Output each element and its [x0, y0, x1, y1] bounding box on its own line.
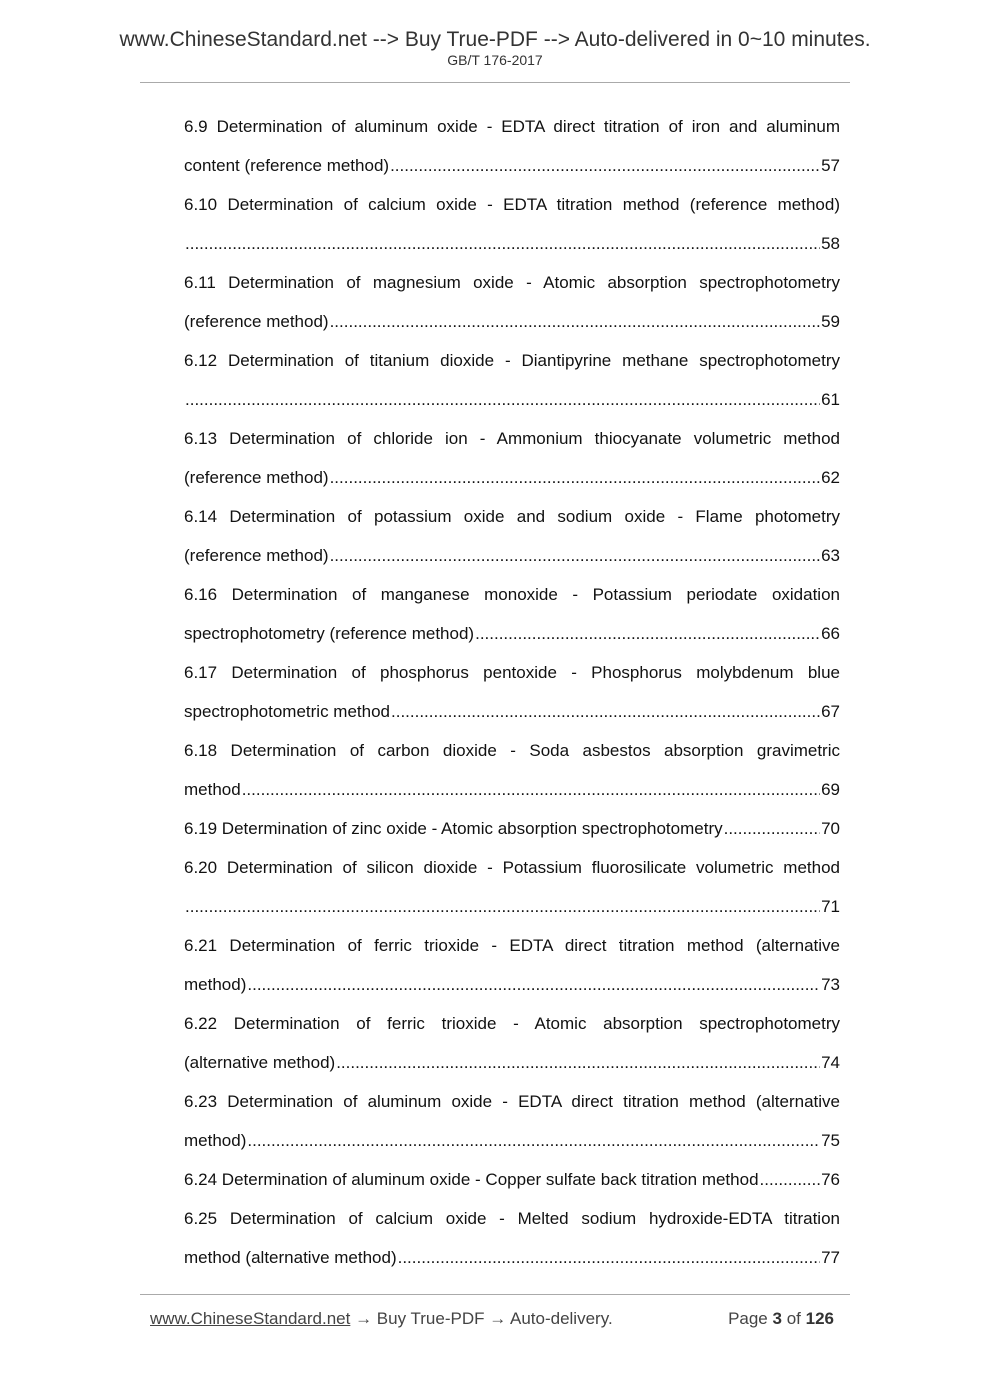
toc-entry[interactable] [184, 1199, 840, 1277]
toc-entry-title: 6.11 Determination of magnesium oxide - Atomic absorption spectrophotometry [184, 273, 840, 292]
toc-entry[interactable] [184, 1004, 840, 1082]
dot-leader [398, 1238, 820, 1277]
dot-leader [330, 302, 821, 341]
dot-leader [391, 692, 820, 731]
dot-leader [336, 1043, 820, 1082]
header-banner: www.ChineseStandard.net --> Buy True-PDF --> Auto-delivered in 0~10 minutes. [119, 28, 871, 51]
toc-entry-title: 6.25 Determination of calcium oxide - Melted sodium hydroxide-EDTA titration [184, 1209, 840, 1228]
toc-page-number: 70 [821, 819, 840, 838]
toc-entry-title-cont: method) [184, 1131, 247, 1150]
toc-entry-title-cont: method [184, 780, 241, 799]
toc-entry[interactable] [184, 653, 840, 731]
toc-page-number: 69 [821, 780, 840, 799]
dot-leader [247, 1121, 820, 1160]
toc-entry[interactable] [184, 107, 840, 185]
toc-entry[interactable] [184, 731, 840, 809]
toc-page-number: 77 [821, 1248, 840, 1267]
toc-entry[interactable] [184, 341, 840, 419]
dot-leader [390, 146, 820, 185]
toc-entry-title: 6.20 Determination of silicon dioxide - Potassium fluorosilicate volumetric method [184, 858, 840, 877]
toc-entry[interactable] [184, 1082, 840, 1160]
toc-page-number: 66 [821, 624, 840, 643]
toc-page-number: 71 [821, 897, 840, 916]
toc-entry[interactable] [184, 575, 840, 653]
toc-entry[interactable] [184, 419, 840, 497]
toc-entry[interactable] [184, 497, 840, 575]
dot-leader [330, 536, 821, 575]
page-label: Page [728, 1309, 768, 1328]
toc-page-number: 62 [821, 468, 840, 487]
toc-entry-title-cont: spectrophotometric method [184, 702, 390, 721]
toc-entry-title: 6.23 Determination of aluminum oxide - EDTA direct titration method (alternative [184, 1092, 840, 1111]
toc-page-number: 61 [821, 390, 840, 409]
toc-entry-title: 6.12 Determination of titanium dioxide - Diantipyrine methane spectrophotometry [184, 351, 840, 370]
toc-entry-title-cont: (reference method) [184, 468, 329, 487]
footer-site-link[interactable]: www.ChineseStandard.net [150, 1309, 351, 1328]
toc-entry-title-cont: 6.19 Determination of zinc oxide - Atomic absorption spectrophotometry [184, 819, 723, 838]
toc-page-number: 73 [821, 975, 840, 994]
footer [150, 1309, 834, 1329]
toc-page-number: 74 [821, 1053, 840, 1072]
toc-entry[interactable] [184, 1160, 840, 1199]
toc-entry-title: 6.13 Determination of chloride ion - Ammonium thiocyanate volumetric method [184, 429, 840, 448]
toc-entry-title-cont: spectrophotometry (reference method) [184, 624, 475, 643]
dot-leader [242, 770, 820, 809]
toc-page-number: 58 [821, 234, 840, 253]
toc-entry[interactable] [184, 848, 840, 926]
current-page: 3 [772, 1309, 782, 1328]
toc-entry[interactable] [184, 263, 840, 341]
document-id: GB/T 176-2017 [447, 52, 543, 68]
toc-page-number: 67 [821, 702, 840, 721]
dot-leader [185, 224, 820, 263]
toc-entry-title-cont: method) [184, 975, 247, 994]
dot-leader [475, 614, 820, 653]
toc-entry-title-cont: 6.24 Determination of aluminum oxide - Copper sulfate back titration method [184, 1170, 759, 1189]
dot-leader [724, 809, 820, 848]
dot-leader [760, 1160, 821, 1199]
dot-leader [185, 887, 820, 926]
of-label: of [786, 1309, 801, 1328]
dot-leader [185, 380, 820, 419]
toc-entry-title-cont: (reference method) [184, 312, 329, 331]
toc-entry-title: 6.22 Determination of ferric trioxide - Atomic absorption spectrophotometry [184, 1014, 840, 1033]
toc-entry-title: 6.21 Determination of ferric trioxide - EDTA direct titration method (alternative [184, 936, 840, 955]
toc-page-number: 57 [821, 156, 840, 175]
toc-entry-title-cont: (reference method) [184, 546, 329, 565]
dot-leader [330, 458, 821, 497]
toc-page-number: 75 [821, 1131, 840, 1150]
total-pages: 126 [805, 1309, 834, 1328]
toc-entry-title: 6.10 Determination of calcium oxide - EDTA titration method (reference method) [184, 195, 840, 214]
toc-entry-title: 6.16 Determination of manganese monoxide - Potassium periodate oxidation [184, 585, 840, 604]
footer-text: → Buy True-PDF → Auto-delivery. [350, 1309, 613, 1328]
toc-entry-title-cont: (alternative method) [184, 1053, 336, 1072]
toc-page-number: 59 [821, 312, 840, 331]
toc-entry[interactable] [184, 926, 840, 1004]
toc-entry[interactable] [184, 809, 840, 848]
toc-entry-title: 6.14 Determination of potassium oxide and sodium oxide - Flame photometry [184, 507, 840, 526]
toc-entry-title-cont: content (reference method) [184, 156, 390, 175]
header-divider [140, 82, 850, 83]
toc-entry[interactable] [184, 185, 840, 263]
footer-divider [140, 1294, 850, 1295]
dot-leader [247, 965, 820, 1004]
toc-entry-title: 6.18 Determination of carbon dioxide - Soda asbestos absorption gravimetric [184, 741, 840, 760]
toc-page-number: 63 [821, 546, 840, 565]
page-number [728, 1309, 834, 1329]
toc-entry-title: 6.17 Determination of phosphorus pentoxide - Phosphorus molybdenum blue [184, 663, 840, 682]
toc-page-number: 76 [821, 1170, 840, 1189]
toc-entry-title: 6.9 Determination of aluminum oxide - EDTA direct titration of iron and aluminum [184, 117, 840, 136]
toc-entry-title-cont: method (alternative method) [184, 1248, 397, 1267]
table-of-contents [184, 107, 840, 1277]
